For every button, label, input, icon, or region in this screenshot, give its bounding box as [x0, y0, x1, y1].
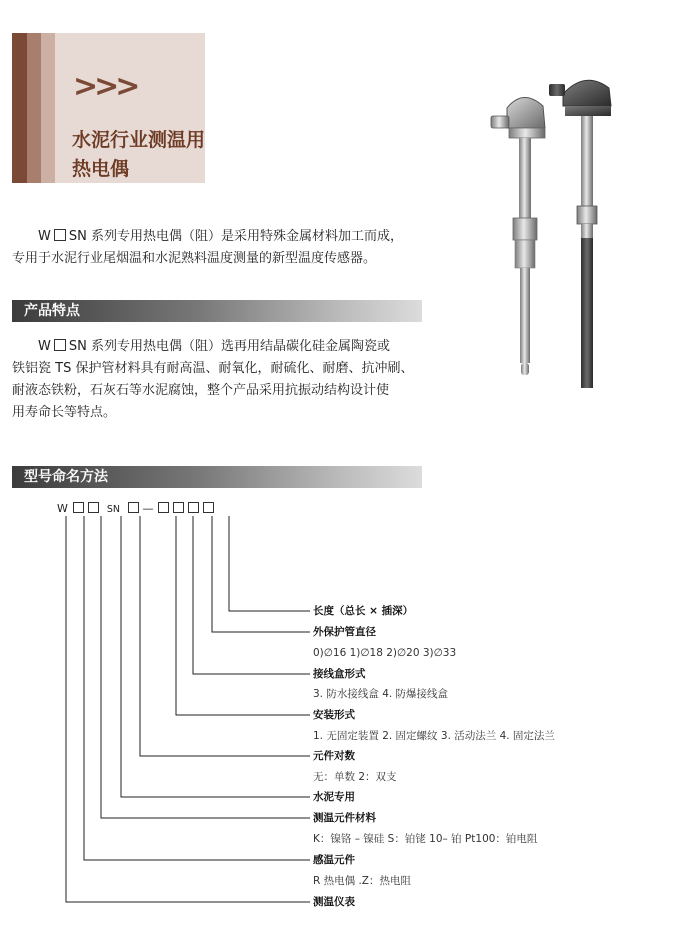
intro-line2: 专用于水泥行业尾烟温和水泥熟料温度测量的新型温度传感器。 — [12, 251, 377, 266]
features-line2: 铁铝瓷 TS 保护管材料具有耐高温、耐氧化，耐硫化、耐磨、抗冲刷、 — [12, 361, 414, 376]
naming-label-length: 长度（总长 × 插深） — [313, 605, 414, 617]
naming-label-instrument: 测温仪表 — [313, 896, 355, 908]
features-heading: 产品特点 — [12, 300, 422, 322]
chevron-icon: >>> — [73, 69, 137, 104]
naming-heading: 型号命名方法 — [12, 466, 422, 488]
naming-label-junction-box: 接线盒形式 — [313, 668, 366, 680]
features-line3: 耐液态铁粉，石灰石等水泥腐蚀，整个产品采用抗振动结构设计使 — [12, 383, 390, 398]
features-line1: W SN 系列专用热电偶（阻）选再用结晶碳化硅金属陶瓷或 — [38, 339, 390, 354]
naming-label-cement: 水泥专用 — [313, 791, 355, 803]
naming-info-sensing-element: R 热电偶 .Z：热电阻 — [313, 875, 412, 887]
features-line4: 用寿命长等特点。 — [12, 405, 117, 420]
naming-info-mounting: 1. 无固定装置 2. 固定螺纹 3. 活动法兰 4. 固定法兰 — [313, 730, 555, 742]
naming-info-element-pairs: 无：单数 2：双支 — [313, 771, 397, 783]
naming-info-element-material: K：镍铬 – 镍硅 S：铂铑 10– 铂 Pt100：铂电阻 — [313, 833, 538, 845]
naming-info-tube-diameter: 0)∅16 1)∅18 2)∅20 3)∅33 — [313, 647, 457, 659]
model-code: W SN — — [57, 501, 216, 517]
page-title-line1: 水泥行业测温用 — [72, 129, 206, 151]
naming-info-junction-box: 3. 防水接线盒 4. 防爆接线盒 — [313, 688, 449, 700]
intro-line1: W SN 系列专用热电偶（阻）是采用特殊金属材料加工而成， — [38, 229, 403, 244]
naming-label-element-material: 测温元件材料 — [313, 812, 376, 824]
naming-label-tube-diameter: 外保护管直径 — [313, 626, 376, 638]
page-title-line2: 热电偶 — [72, 158, 130, 180]
naming-label-sensing-element: 感温元件 — [313, 854, 355, 866]
naming-label-element-pairs: 元件对数 — [313, 750, 355, 762]
naming-label-mounting: 安装形式 — [313, 709, 355, 721]
